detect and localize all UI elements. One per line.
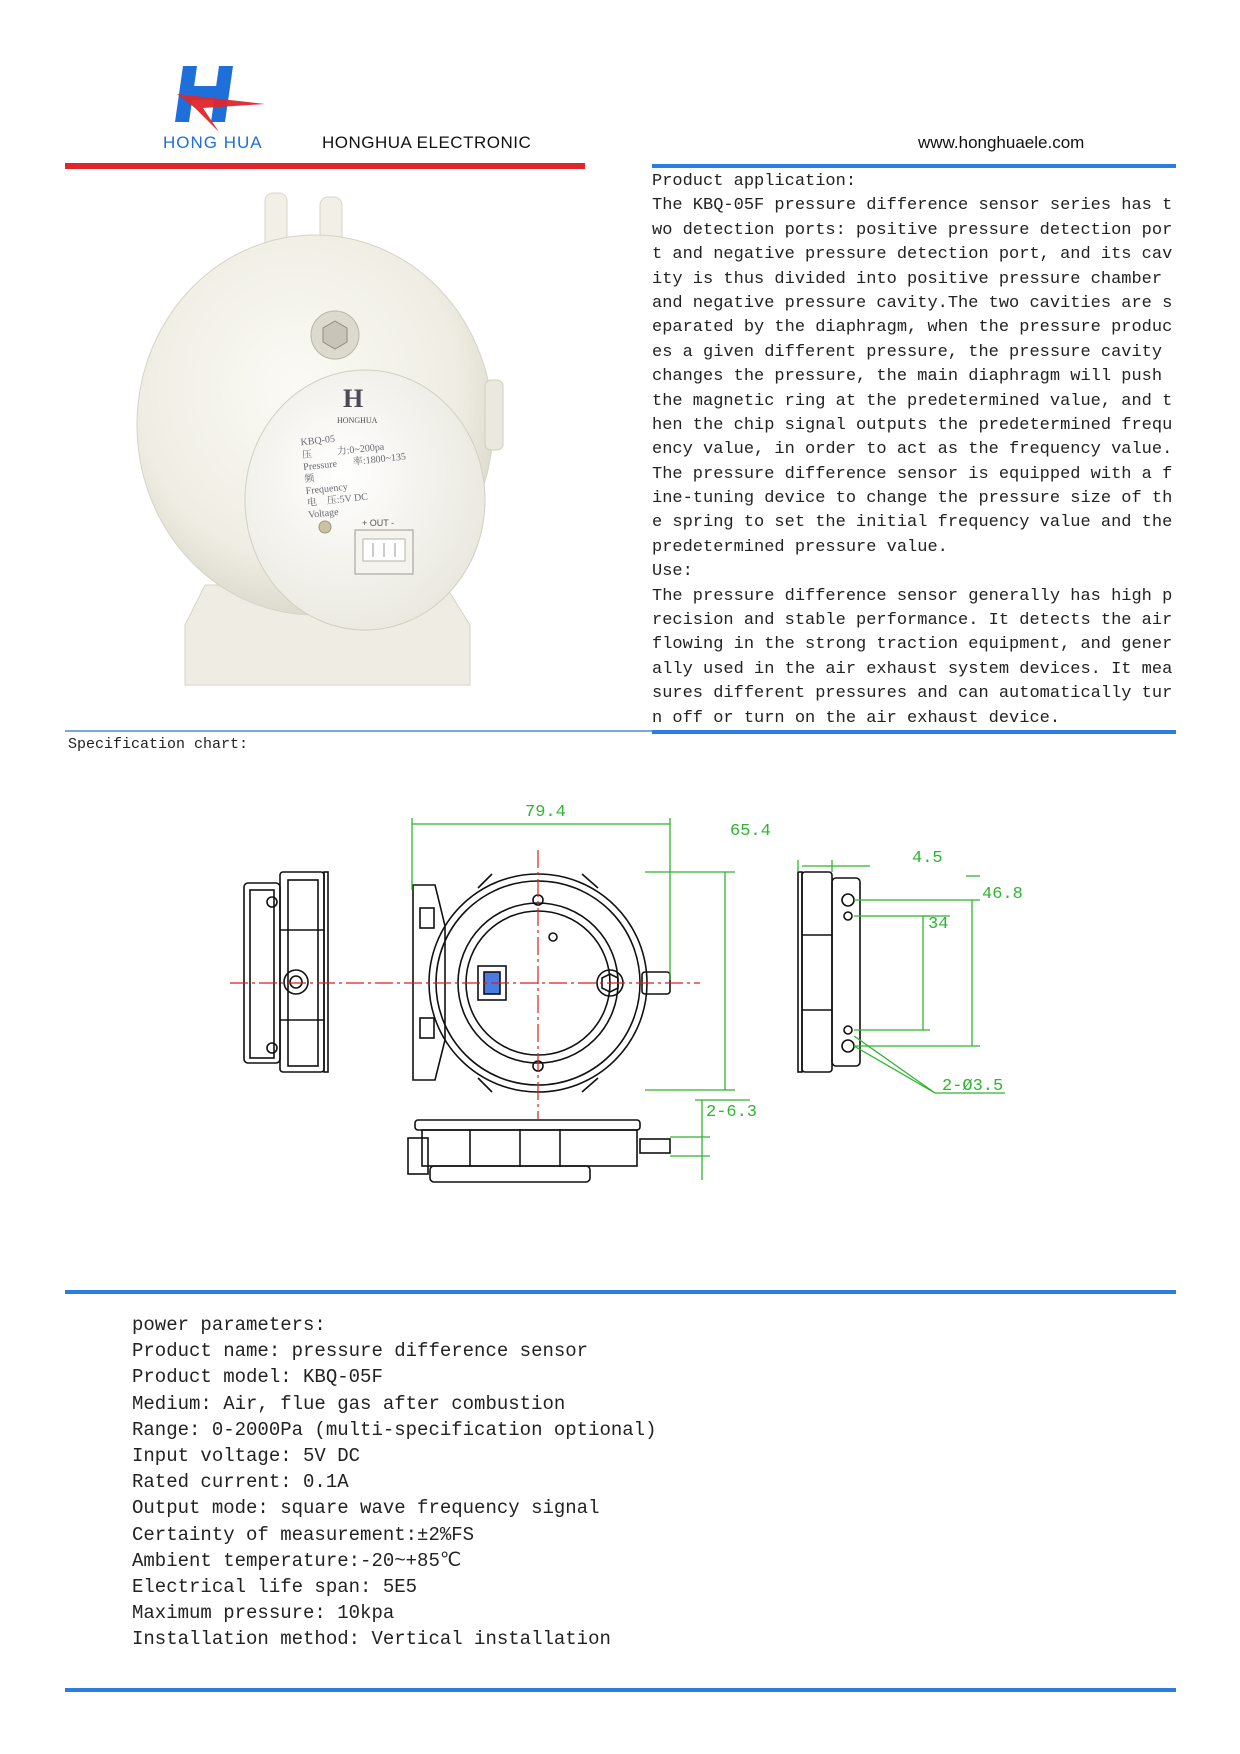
photo-pressure-en: Pressure [302, 458, 338, 474]
company-name: HONGHUA ELECTRONIC [322, 133, 532, 152]
use-line: ally used in the air exhaust system devices. It mea [652, 659, 1173, 679]
photo-model: KBQ-05 [300, 433, 336, 449]
photo-frequency-en: Frequency [305, 481, 349, 498]
rule-application-right [652, 730, 1176, 734]
photo-brand: HONGHUA [337, 416, 378, 425]
application-line: e spring to set the initial frequency value and the [652, 513, 1173, 533]
photo-pins: + OUT - [362, 518, 395, 528]
use-line: sures different pressures and can automatically tur [652, 684, 1173, 704]
spec-chart-label: Specification chart: [68, 736, 249, 753]
photo-pressure-value: 力:0~200pa [336, 441, 385, 458]
technical-drawing [230, 790, 1030, 1230]
dim-hole-span-outer: 46.8 [982, 885, 1023, 904]
application-line: predetermined pressure value. [652, 537, 948, 557]
rule-footer [65, 1688, 1176, 1692]
param-line: Certainty of measurement:±2%FS [132, 1523, 475, 1546]
param-line: Product name: pressure difference sensor [132, 1340, 589, 1363]
param-line: Product model: KBQ-05F [132, 1366, 383, 1389]
use-line: recision and stable performance. It detects the air [652, 611, 1173, 631]
params-heading: power parameters: [132, 1314, 326, 1336]
application-line: eparated by the diaphragm, when the pressure produc [652, 318, 1173, 338]
use-line: n off or turn on the air exhaust device. [652, 708, 1061, 728]
application-line: ity is thus divided into positive pressure chamber [652, 269, 1163, 289]
application-line: ency value, in order to act as the frequency value. [652, 440, 1173, 460]
application-line: ine-tuning device to change the pressure size of th [652, 489, 1173, 509]
application-line: the magnetic ring at the predetermined value, and t [652, 391, 1173, 411]
dim-width: 79.4 [525, 803, 566, 822]
use-line: flowing in the strong traction equipment, and gener [652, 635, 1173, 655]
honghua-logo [175, 64, 265, 134]
param-line: Ambient temperature:-20~+85℃ [132, 1549, 462, 1572]
dim-ports: 2-6.3 [706, 1103, 758, 1122]
param-line: Electrical life span: 5E5 [132, 1575, 418, 1598]
rule-spec [65, 1290, 1176, 1294]
param-line: Rated current: 0.1A [132, 1471, 349, 1494]
photo-frequency-cn: 频 [303, 473, 316, 486]
param-line: Installation method: Vertical installation [132, 1628, 611, 1651]
application-line: changes the pressure, the main diaphragm will push [652, 367, 1163, 387]
website-url[interactable]: www.honghuaele.com [918, 133, 1085, 152]
product-application [652, 170, 1192, 731]
power-parameters [132, 1312, 657, 1652]
brand-name: HONG HUA [163, 133, 263, 152]
param-line: Maximum pressure: 10kpa [132, 1602, 395, 1625]
application-line: The pressure difference sensor is equipped with a f [652, 464, 1173, 484]
header-rule-blue [652, 164, 1176, 168]
dim-holes: 2-Ø3.5 [942, 1077, 1004, 1096]
dim-height: 65.4 [730, 822, 771, 841]
application-heading: Product application: [652, 172, 857, 191]
param-line: Medium: Air, flue gas after combustion [132, 1392, 566, 1415]
photo-voltage-cn: 电 [306, 496, 318, 509]
use-line: The pressure difference sensor generally has high p [652, 586, 1173, 606]
dim-offset: 4.5 [912, 849, 943, 868]
dim-hole-span-inner: 34 [928, 915, 949, 934]
param-line: Output mode: square wave frequency signal [132, 1497, 600, 1520]
product-photo [125, 185, 525, 705]
application-line: hen the chip signal outputs the predetermined frequ [652, 415, 1173, 435]
svg-text:H: H [343, 384, 364, 413]
param-line: Range: 0-2000Pa (multi-specification optional) [132, 1418, 657, 1441]
photo-pressure-cn: 压 [301, 449, 313, 462]
use-heading: Use: [652, 562, 693, 582]
header-rule-red [65, 163, 585, 169]
photo-voltage-value: 压:5V DC [326, 491, 369, 507]
photo-voltage-en: Voltage [307, 506, 340, 521]
application-line: and negative pressure cavity.The two cavities are s [652, 293, 1173, 313]
application-line: t and negative pressure detection port, and its cav [652, 245, 1173, 265]
application-line: The KBQ-05F pressure difference sensor series has t [652, 196, 1173, 216]
photo-frequency-value: 率:1800~135 [352, 451, 407, 468]
param-line: Input voltage: 5V DC [132, 1444, 361, 1467]
application-line: es a given different pressure, the pressure cavity [652, 342, 1163, 362]
application-line: wo detection ports: positive pressure detection por [652, 220, 1173, 240]
